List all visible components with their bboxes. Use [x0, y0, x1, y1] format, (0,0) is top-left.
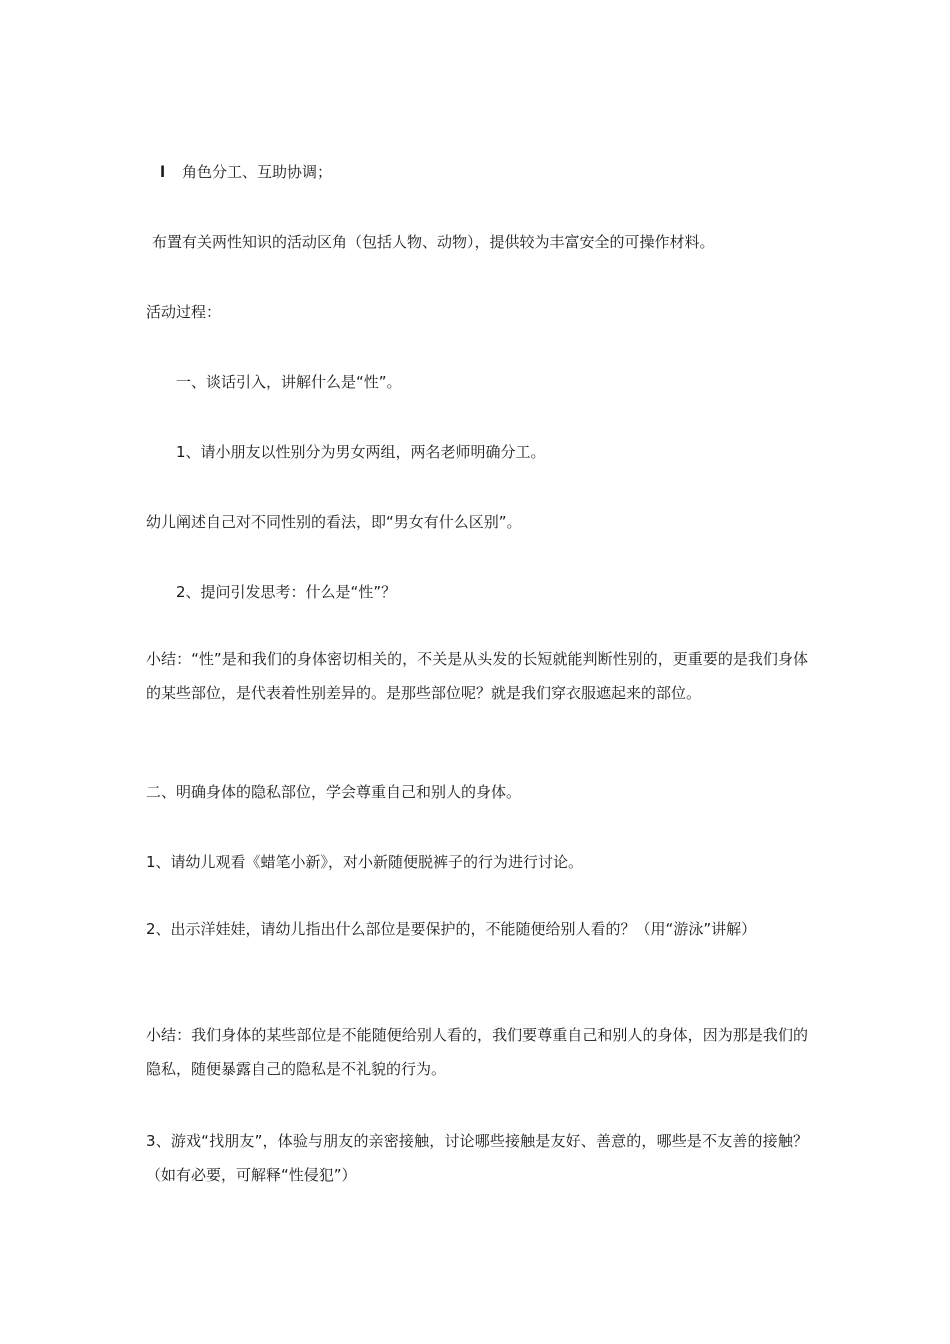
bullet-item [160, 162, 332, 182]
bullet-marker: l [160, 163, 166, 181]
process-heading: 活动过程： [146, 303, 222, 321]
section2-step3: 3、游戏“找朋友”，体验与朋友的亲密接触，讨论哪些接触是友好、善意的，哪些是不友善的接触？（如有必要，可解释“性侵犯”） [146, 1132, 808, 1184]
bullet-text: 角色分工、互助协调； [182, 163, 333, 181]
environment-setup-text: 布置有关两性知识的活动区角（包括人物、动物），提供较为丰富安全的可操作材料。 [152, 233, 715, 251]
section1-step2: 2、提问引发思考：什么是“性”？ [176, 583, 397, 601]
section2-summary: 小结：我们身体的某些部位是不能随便给别人看的，我们要尊重自己和别人的身体，因为那是我们的隐私，随便暴露自己的隐私是不礼貌的行为。 [146, 1026, 808, 1078]
section2-step2: 2、出示洋娃娃，请幼儿指出什么部位是要保护的，不能随便给别人看的？（用“游泳”讲解） [146, 920, 757, 938]
section1-summary: 小结：“性”是和我们的身体密切相关的，不关是从头发的长短就能判断性别的，更重要的是我们身体的某些部位，是代表着性别差异的。是那些部位呢？就是我们穿衣服遮起来的部位。 [146, 650, 808, 702]
section1-step1: 1、请小朋友以性别分为男女两组，两名老师明确分工。 [176, 443, 546, 461]
section2-step1: 1、请幼儿观看《蜡笔小新》，对小新随便脱裤子的行为进行讨论。 [146, 853, 584, 871]
section1-step1-detail: 幼儿阐述自己对不同性别的看法，即“男女有什么区别”。 [146, 513, 522, 531]
section2-heading: 二、明确身体的隐私部位，学会尊重自己和别人的身体。 [146, 783, 522, 801]
section1-heading: 一、谈话引入，讲解什么是“性”。 [176, 373, 402, 391]
